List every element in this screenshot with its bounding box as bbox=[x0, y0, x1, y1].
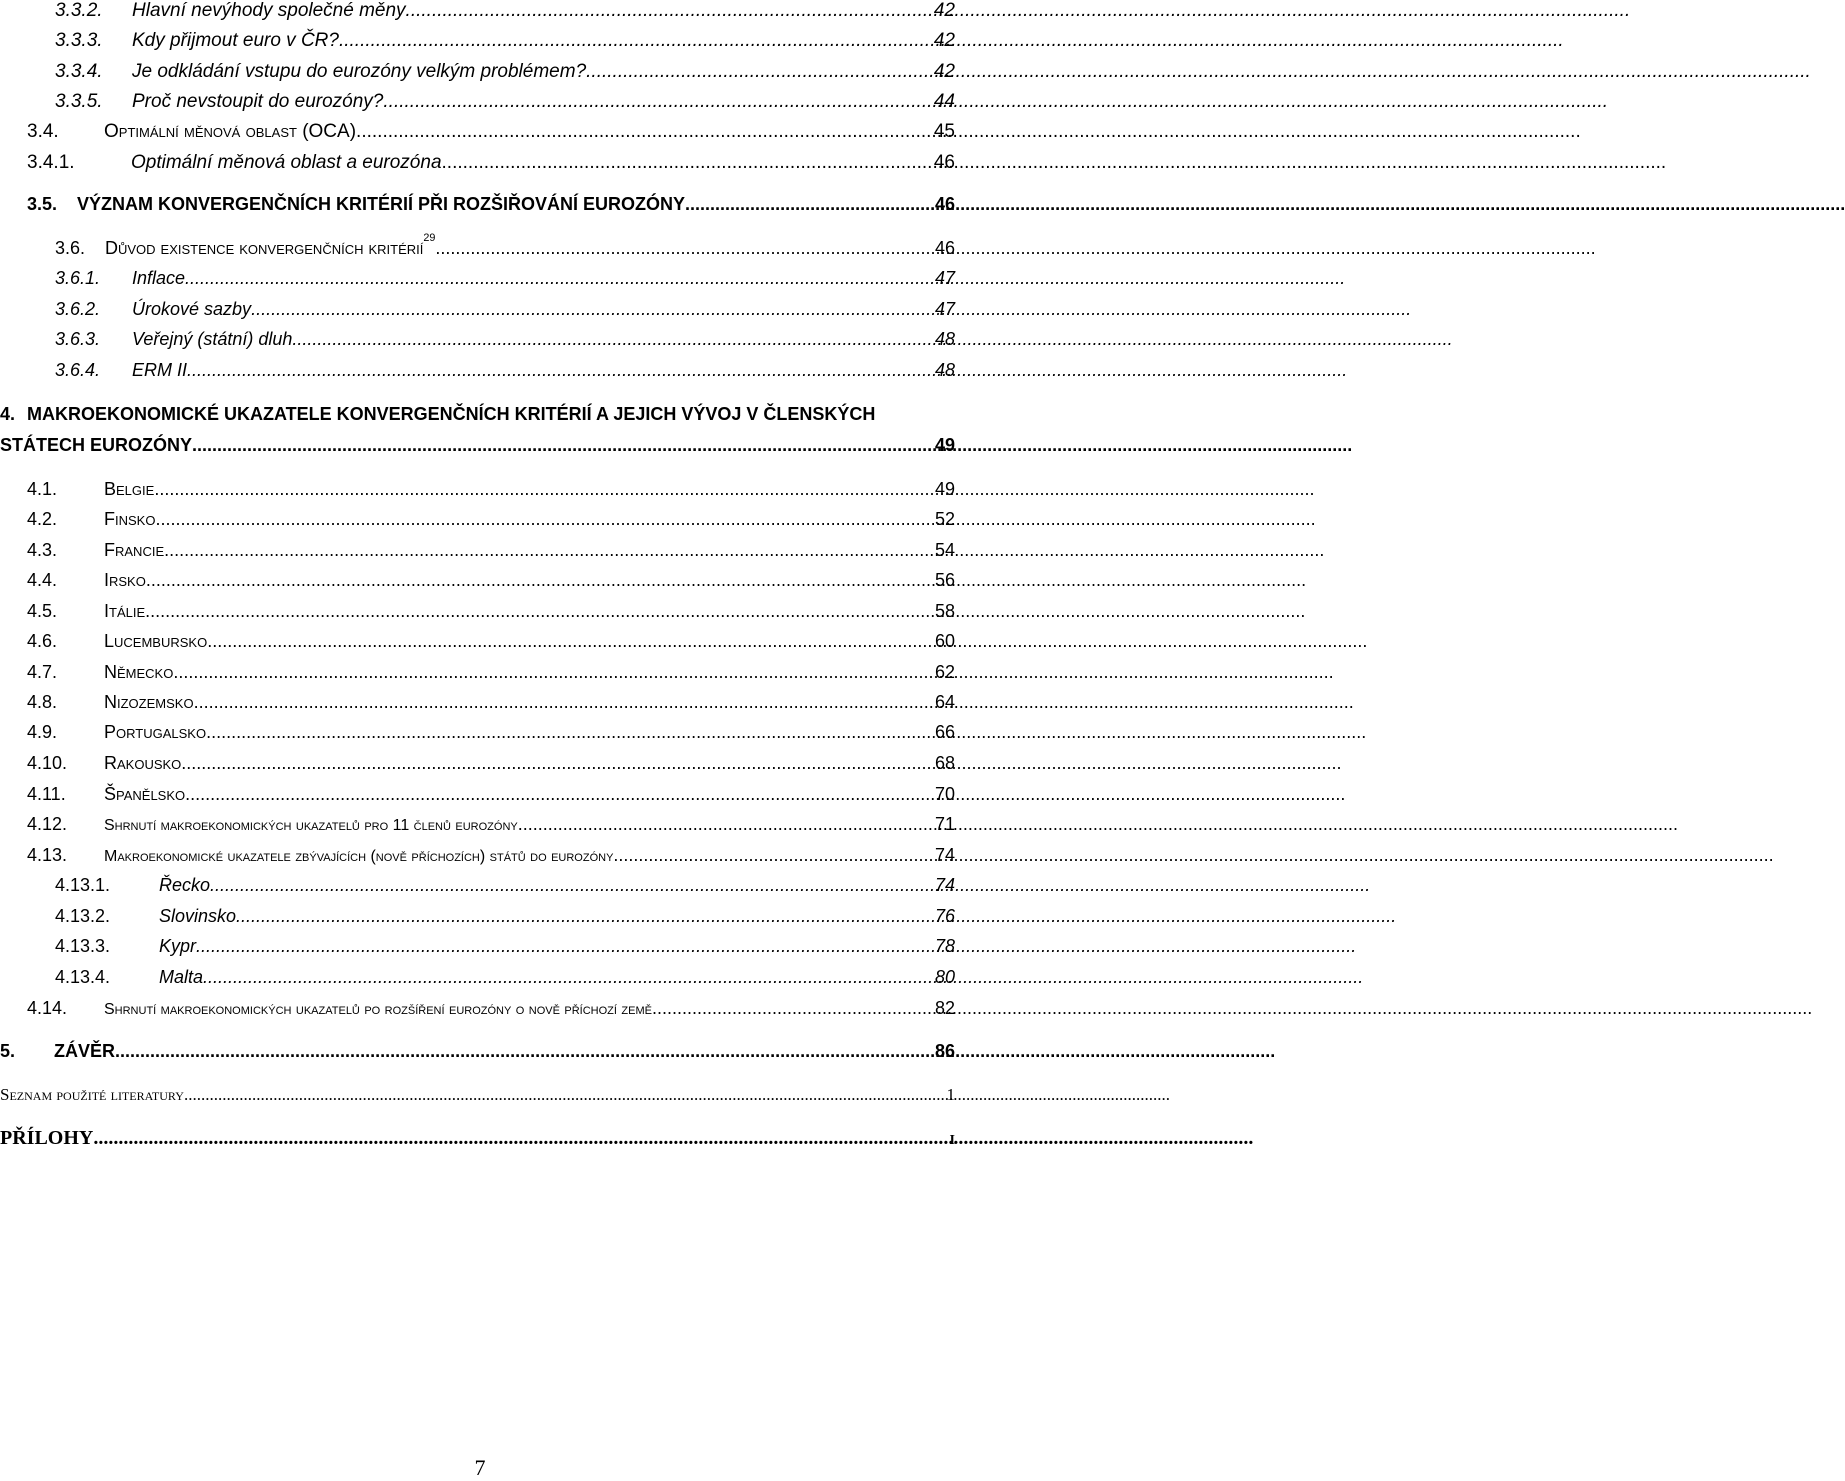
toc-leader bbox=[185, 784, 934, 806]
toc-leader bbox=[184, 1085, 946, 1105]
toc-leader bbox=[146, 570, 934, 592]
toc-page: 47 bbox=[934, 299, 955, 319]
toc-leader bbox=[383, 91, 932, 114]
toc-page: 66 bbox=[934, 722, 955, 742]
toc-number: 4.4. bbox=[27, 570, 58, 590]
toc-entry[interactable] bbox=[0, 692, 955, 714]
toc-page: 70 bbox=[934, 784, 955, 804]
toc-entry[interactable] bbox=[0, 1126, 955, 1150]
toc-title: Slovinsko bbox=[159, 906, 237, 926]
toc-entry[interactable] bbox=[0, 479, 955, 501]
toc-page: 58 bbox=[934, 601, 955, 621]
toc-title: PŘÍLOHY bbox=[0, 1127, 94, 1149]
toc-title: Optimální měnová oblast (OCA) bbox=[104, 121, 357, 142]
toc-number: 3.6. bbox=[55, 238, 86, 258]
toc-number: 3.3.4. bbox=[55, 61, 103, 82]
toc-title: Shrnutí makroekonomických ukazatelů po rozšíření eurozóny o nově příchozí země bbox=[104, 1001, 652, 1019]
toc-title: Inflace bbox=[132, 268, 186, 288]
toc-page: 62 bbox=[934, 662, 955, 682]
toc-number: 4.13. bbox=[27, 845, 68, 865]
toc-title-continuation: STÁTECH EUROZÓNY bbox=[0, 435, 193, 455]
toc-page: 68 bbox=[934, 753, 955, 773]
toc-number: 4.5. bbox=[27, 601, 58, 621]
toc-leader bbox=[203, 967, 934, 989]
toc-number: 4.10. bbox=[27, 753, 68, 773]
toc-page: 80 bbox=[934, 967, 955, 987]
toc-number: 4.2. bbox=[27, 509, 58, 529]
toc-page: 60 bbox=[934, 631, 955, 651]
toc-entry[interactable] bbox=[0, 121, 955, 144]
toc-leader bbox=[145, 601, 934, 623]
toc-page: 76 bbox=[934, 906, 955, 926]
toc-title: Shrnutí makroekonomických ukazatelů pro 11 členů eurozóny bbox=[104, 817, 518, 835]
toc-number: 3.3.2. bbox=[55, 0, 103, 21]
toc-title: Seznam použité literatury bbox=[0, 1085, 184, 1104]
toc-title: Irsko bbox=[104, 570, 146, 590]
toc-entry[interactable] bbox=[0, 753, 955, 775]
toc-page: 46 bbox=[934, 238, 955, 258]
toc-entry[interactable] bbox=[0, 967, 955, 989]
toc-leader bbox=[292, 329, 934, 351]
toc-leader bbox=[155, 509, 934, 531]
toc-page: 42 bbox=[933, 61, 955, 82]
page-number: 7 bbox=[474, 1455, 486, 1480]
toc-leader bbox=[93, 1126, 948, 1150]
toc-page: 71 bbox=[934, 814, 955, 834]
toc-leader bbox=[251, 299, 934, 321]
toc-entry[interactable] bbox=[0, 1085, 955, 1105]
toc-title: VÝZNAM KONVERGENČNÍCH KRITÉRIÍ PŘI ROZŠIŘOVÁNÍ EUROZÓNY bbox=[77, 194, 686, 214]
toc-number: 3.4. bbox=[27, 121, 59, 142]
toc-page: 48 bbox=[934, 360, 955, 380]
toc-leader bbox=[187, 360, 934, 382]
toc-title: Kypr bbox=[159, 936, 197, 956]
toc-leader bbox=[236, 906, 934, 928]
toc-entry-continuation[interactable] bbox=[0, 435, 955, 457]
toc-leader bbox=[685, 194, 934, 216]
toc-number: 5. bbox=[0, 1041, 16, 1061]
toc-entry[interactable] bbox=[0, 0, 955, 23]
toc-number: 4.3. bbox=[27, 540, 58, 560]
toc-entry[interactable] bbox=[0, 30, 955, 53]
toc-title: Finsko bbox=[104, 509, 156, 529]
toc-entry[interactable] bbox=[0, 784, 955, 806]
toc-leader bbox=[518, 814, 934, 836]
toc-entry[interactable] bbox=[0, 845, 955, 867]
toc-number: 4.13.2. bbox=[55, 906, 111, 926]
toc-title: MAKROEKONOMICKÉ UKAZATELE KONVERGENČNÍCH KRITÉRIÍ A JEJICH VÝVOJ V ČLENSKÝCH bbox=[27, 404, 876, 424]
toc-entry[interactable] bbox=[0, 152, 955, 175]
toc-page: 49 bbox=[934, 435, 955, 455]
toc-number: 4.12. bbox=[27, 814, 68, 834]
toc-title: Belgie bbox=[104, 479, 155, 499]
toc-number: 3.3.3. bbox=[55, 30, 103, 51]
toc-entry[interactable] bbox=[0, 360, 955, 382]
toc-leader bbox=[356, 121, 933, 144]
toc-entry[interactable] bbox=[0, 722, 955, 744]
toc-page: 46 bbox=[933, 152, 955, 173]
toc-title: Rakousko bbox=[104, 753, 182, 773]
toc-title: Proč nevstoupit do eurozóny? bbox=[132, 91, 384, 112]
toc-title: Řecko bbox=[159, 875, 211, 895]
toc-entry[interactable] bbox=[0, 875, 955, 897]
toc-leader bbox=[206, 722, 934, 744]
footnote-marker[interactable]: 29 bbox=[423, 232, 436, 244]
toc-leader bbox=[586, 61, 933, 84]
toc-page: I bbox=[949, 1133, 955, 1149]
toc-page: 42 bbox=[933, 30, 955, 51]
toc-number: 3.6.4. bbox=[55, 360, 101, 380]
toc-leader bbox=[181, 753, 934, 775]
toc-number: 4.8. bbox=[27, 692, 58, 712]
toc-number: 3.6.3. bbox=[55, 329, 101, 349]
toc-number: 3.4.1. bbox=[27, 152, 75, 173]
toc-page: 56 bbox=[934, 570, 955, 590]
toc-entry[interactable] bbox=[0, 601, 955, 623]
toc-title: Úrokové sazby bbox=[132, 299, 252, 319]
toc-entry[interactable] bbox=[0, 662, 955, 684]
toc-number: 4.1. bbox=[27, 479, 58, 499]
toc-leader bbox=[207, 631, 934, 653]
toc-page: 48 bbox=[934, 329, 955, 349]
toc-leader bbox=[154, 479, 934, 501]
toc-title: Itálie bbox=[104, 601, 146, 621]
toc-entry[interactable] bbox=[0, 232, 955, 260]
toc-leader bbox=[194, 692, 934, 714]
toc-page: 42 bbox=[933, 0, 955, 21]
toc-entry[interactable] bbox=[0, 194, 955, 216]
toc-entry[interactable] bbox=[0, 509, 955, 531]
toc-page: 45 bbox=[933, 121, 955, 142]
toc-title: Malta bbox=[159, 967, 204, 987]
toc-leader bbox=[164, 540, 934, 562]
toc-title: Nizozemsko bbox=[104, 692, 194, 712]
toc-title: Optimální měnová oblast a eurozóna bbox=[131, 152, 442, 173]
toc-number: 3.3.5. bbox=[55, 91, 103, 112]
toc-leader bbox=[613, 845, 934, 867]
toc-entry-heading[interactable] bbox=[0, 404, 875, 425]
toc-page: 78 bbox=[934, 936, 955, 956]
toc-number: 4.13.1. bbox=[55, 875, 111, 895]
toc-number: 4. bbox=[0, 404, 16, 424]
toc-leader bbox=[435, 238, 934, 260]
toc-entry[interactable] bbox=[0, 936, 955, 958]
toc-title: Francie bbox=[104, 540, 165, 560]
toc-leader bbox=[196, 936, 934, 958]
toc-title: Lucembursko bbox=[104, 631, 208, 651]
toc-entry[interactable] bbox=[0, 906, 955, 928]
toc-title: Je odkládání vstupu do eurozóny velkým problémem? bbox=[132, 61, 587, 82]
toc-number: 4.13.3. bbox=[55, 936, 111, 956]
toc-page: 86 bbox=[934, 1041, 955, 1061]
toc-entry[interactable] bbox=[0, 540, 955, 562]
toc-entry[interactable] bbox=[0, 1041, 955, 1063]
toc-leader bbox=[339, 30, 933, 53]
toc-number: 4.11. bbox=[27, 784, 66, 804]
toc-entry[interactable] bbox=[0, 268, 955, 290]
toc-page: 74 bbox=[934, 875, 955, 895]
toc-page: 47 bbox=[934, 268, 955, 288]
toc-number: 4.13.4. bbox=[55, 967, 111, 987]
toc-number: 4.7. bbox=[27, 662, 58, 682]
toc-number: 4.14. bbox=[27, 998, 68, 1018]
toc-title: Hlavní nevýhody společné měny bbox=[132, 0, 406, 21]
toc-page: 82 bbox=[934, 998, 955, 1018]
toc-title: Španělsko bbox=[104, 784, 186, 804]
toc-leader bbox=[192, 435, 934, 457]
toc-number: 3.6.1. bbox=[55, 268, 101, 288]
toc-number: 4.9. bbox=[27, 722, 58, 742]
toc-entry[interactable] bbox=[0, 631, 955, 653]
toc-leader bbox=[173, 662, 934, 684]
toc-entry[interactable] bbox=[0, 61, 955, 84]
toc-page: 1 bbox=[946, 1085, 955, 1104]
toc-number: 3.5. bbox=[27, 194, 58, 214]
toc-leader bbox=[442, 152, 933, 175]
toc-title: ERM II bbox=[132, 360, 188, 380]
toc-number: 3.6.2. bbox=[55, 299, 101, 319]
toc-entry[interactable] bbox=[0, 570, 955, 592]
toc-leader bbox=[406, 0, 933, 23]
toc-entry[interactable] bbox=[0, 329, 955, 351]
toc-title: Portugalsko bbox=[104, 722, 207, 742]
toc-entry[interactable] bbox=[0, 299, 955, 321]
toc-title: Kdy přijmout euro v ČR? bbox=[132, 30, 339, 51]
toc-leader bbox=[210, 875, 934, 897]
toc-title: ZÁVĚR bbox=[54, 1041, 116, 1061]
toc-leader bbox=[185, 268, 934, 290]
toc-entry[interactable] bbox=[0, 998, 955, 1020]
toc-entry[interactable] bbox=[0, 814, 955, 836]
toc-leader bbox=[115, 1041, 934, 1063]
toc-page: 52 bbox=[934, 509, 955, 529]
toc-page: 74 bbox=[934, 845, 955, 865]
toc-page: 44 bbox=[933, 91, 955, 112]
toc-page: 46 bbox=[934, 194, 955, 214]
toc-leader bbox=[652, 998, 934, 1020]
toc-title: Důvod existence konvergenčních kritérií$^{29}$ bbox=[105, 232, 436, 258]
toc-title: Německo bbox=[104, 662, 174, 682]
toc-page: 64 bbox=[934, 692, 955, 712]
toc-page: 54 bbox=[934, 540, 955, 560]
toc-title: Veřejný (státní) dluh bbox=[132, 329, 293, 349]
toc-page: 49 bbox=[934, 479, 955, 499]
toc-title: Makroekonomické ukazatele zbývajících (nově příchozích) států do eurozóny bbox=[104, 848, 614, 866]
toc-number: 4.6. bbox=[27, 631, 58, 651]
toc-entry[interactable] bbox=[0, 91, 955, 114]
